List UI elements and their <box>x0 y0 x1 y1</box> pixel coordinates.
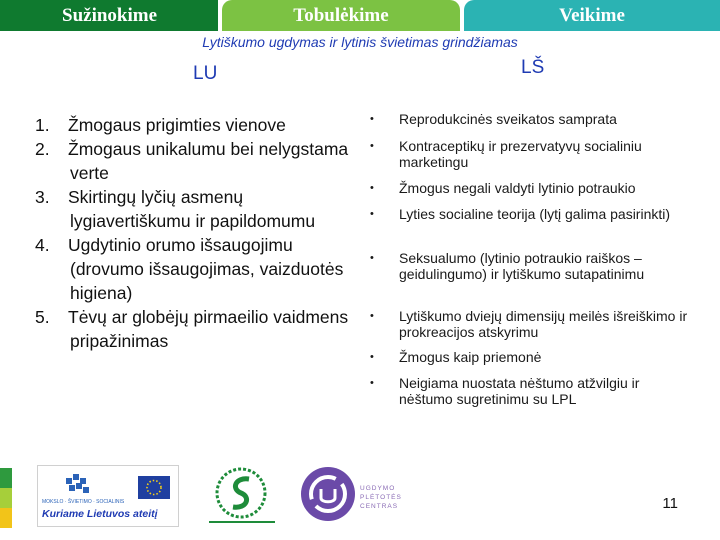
list-item <box>370 111 690 127</box>
item-text: Seksualumo (lytinio potraukio raiškos – geidulingumo) ir lytiškumo sutapatinimu <box>399 250 645 282</box>
item-text: Neigiama nuostata nėštumo atžvilgiu ir nėštumo sugretinimu su LPL <box>399 375 640 407</box>
list-item <box>370 375 690 407</box>
bullet-icon: • <box>370 310 374 322</box>
list-item <box>35 233 350 305</box>
item-text: Lytiškumo dviejų dimensijų meilės išreiškimo ir prokreacijos atskyrimu <box>399 308 688 340</box>
list-item <box>35 185 350 233</box>
item-text: Tėvų ar globėjų pirmaeilio vaidmens pripažinimas <box>68 307 349 351</box>
slide-subtitle: Lytiškumo ugdymas ir lytinis švietimas grindžiamas <box>202 34 518 50</box>
tab-veikime[interactable]: Veikime <box>464 0 720 31</box>
logo-caption: Kuriame Lietuvos ateitį <box>42 508 158 520</box>
item-text: Ugdytinio orumo išsaugojimu (drovumo išsaugojimas, vaizduotės higiena) <box>68 235 344 303</box>
leaf-emblem-icon <box>205 465 280 525</box>
list-item <box>370 250 690 282</box>
ministry-logo <box>205 465 280 525</box>
list-item <box>370 180 690 196</box>
item-number: 4. <box>35 235 50 255</box>
left-column-heading: LU <box>193 63 218 84</box>
eu-funds-logo <box>37 465 179 527</box>
item-number: 3. <box>35 187 50 207</box>
list-item <box>35 305 350 353</box>
bullet-icon: • <box>370 182 374 194</box>
page-number: 11 <box>662 495 678 512</box>
tab-suzinokime[interactable]: Sužinokime <box>38 0 218 31</box>
bullet-icon: • <box>370 252 374 264</box>
bullet-icon: • <box>370 140 374 152</box>
upc-circle-logo <box>299 465 357 523</box>
lu-principles-list <box>35 113 350 353</box>
right-column-heading: LŠ <box>521 57 545 78</box>
item-number: 1. <box>35 115 50 135</box>
top-tab-bar <box>0 0 720 31</box>
logo-small-text: MOKSLO · ŠVIETIMO · SOCIALINIS <box>42 499 125 505</box>
item-text: Kontraceptikų ir prezervatyvų socialiniu marketingu <box>399 138 642 170</box>
bullet-icon: • <box>370 113 374 125</box>
item-number: 2. <box>35 139 50 159</box>
item-text: Žmogus negali valdyti lytinio potraukio <box>399 180 636 196</box>
item-text: Reprodukcinės sveikatos samprata <box>399 111 617 127</box>
bullet-icon: • <box>370 208 374 220</box>
color-strip-yellow <box>0 508 12 528</box>
item-text: Žmogaus prigimties vienove <box>68 115 286 135</box>
bullet-icon: • <box>370 377 374 389</box>
list-item <box>35 137 350 185</box>
list-item <box>370 206 690 222</box>
item-text: Skirtingų lyčių asmenų lygiavertiškumu ir papildomumu <box>68 187 316 231</box>
list-item <box>370 138 690 170</box>
item-text: Lyties socialine teorija (lytį galima pasirinkti) <box>399 206 671 222</box>
item-number: 5. <box>35 307 50 327</box>
tab-tobulekime[interactable]: Tobulėkime <box>222 0 460 31</box>
item-text: Žmogus kaip priemonė <box>399 349 542 365</box>
list-item <box>35 113 350 137</box>
bullet-icon: • <box>370 351 374 363</box>
upc-logo-text: UGDYMO PLĖTOTĖS CENTRAS <box>360 485 402 510</box>
color-strip-lime <box>0 488 12 508</box>
color-strip-green <box>0 468 12 488</box>
upc-emblem-icon <box>299 465 357 523</box>
list-item <box>370 308 690 340</box>
item-text: Žmogaus unikalumu bei nelygstama verte <box>68 139 349 183</box>
list-item <box>370 349 690 365</box>
